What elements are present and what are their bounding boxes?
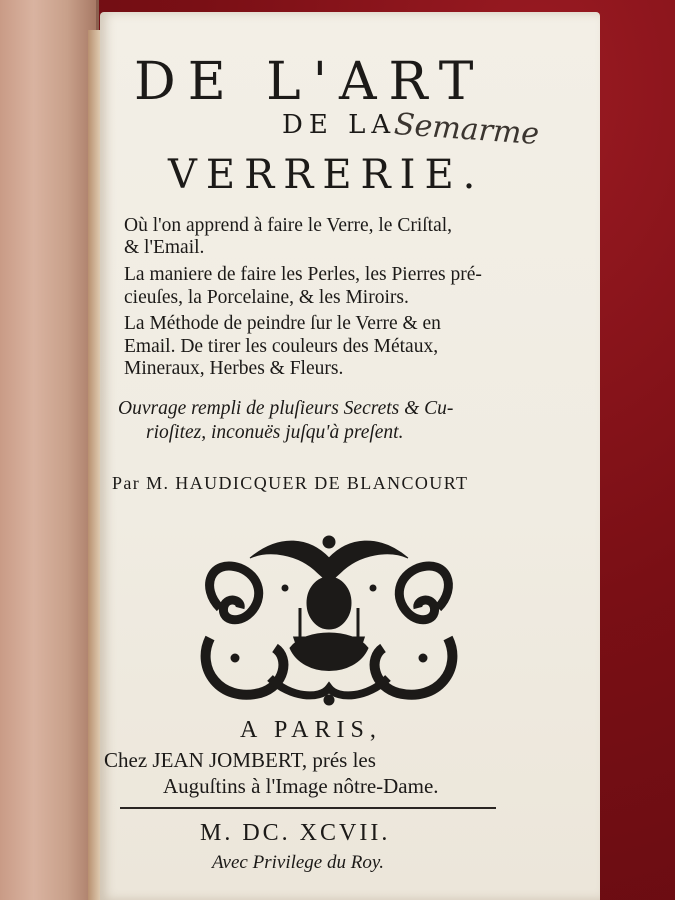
description-line: cieuſes, la Porcelaine, & les Miroirs. xyxy=(124,287,409,308)
subtitle-line: Ouvrage rempli de pluſieurs Secrets & Cu- xyxy=(118,398,454,419)
author-line: Par M. HAUDICQUER DE BLANCOURT xyxy=(112,473,469,493)
description-line: Où l'on apprend à faire le Verre, le Criſtal, xyxy=(124,215,453,236)
description-line: Email. De tirer les couleurs des Métaux, xyxy=(124,336,439,357)
description-line: La Méthode de peindre ſur le Verre & en xyxy=(124,313,441,334)
title-line-1: DE L'ART xyxy=(134,52,486,112)
imprint-publisher-line-1: Chez JEAN JOMBERT, prés les xyxy=(104,748,376,772)
imprint-publisher-line-2: Auguſtins à l'Image nôtre-Dame. xyxy=(163,774,439,798)
printer-ornament-icon xyxy=(190,528,468,708)
handwritten-annotation: Semarme xyxy=(392,106,541,153)
book-cover-board xyxy=(0,0,99,900)
subtitle-line: rioſitez, inconuës juſqu'à preſent. xyxy=(146,422,404,443)
description-line: La maniere de faire les Perles, les Pierres pré- xyxy=(124,264,482,285)
description-line: & l'Email. xyxy=(124,237,205,258)
title-line-2: DE LA xyxy=(282,110,397,140)
imprint-year: M. DC. XCVII. xyxy=(200,820,391,846)
imprint-place: A PARIS, xyxy=(240,717,382,743)
description-line: Mineraux, Herbes & Fleurs. xyxy=(124,358,344,379)
imprint-privilege: Avec Privilege du Roy. xyxy=(212,852,384,873)
horizontal-rule xyxy=(120,807,496,809)
title-line-3: VERRERIE. xyxy=(168,152,485,198)
